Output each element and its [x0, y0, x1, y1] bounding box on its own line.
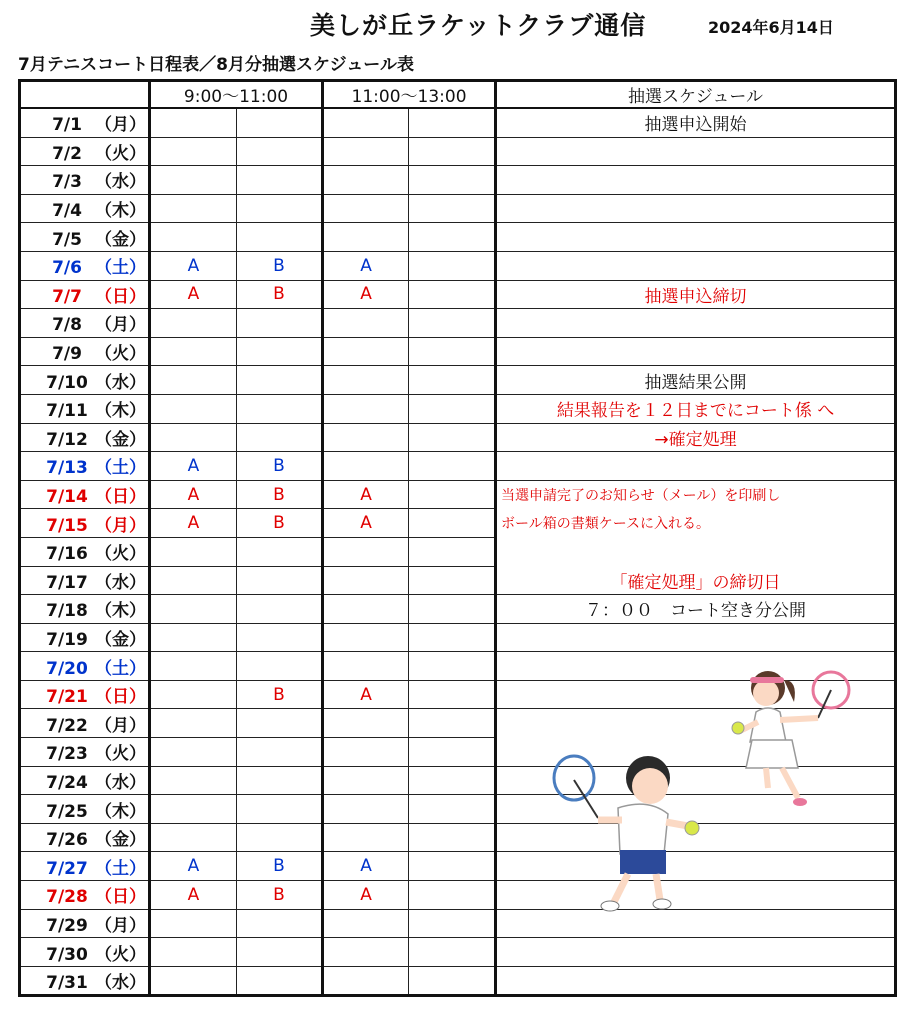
date-cell: [20, 738, 150, 767]
weekday-label: （木）: [95, 601, 146, 622]
court-cell-c2: [237, 537, 323, 566]
date-cell: [20, 394, 150, 423]
court-cell-c3: [323, 795, 409, 824]
court-cell-c3: [323, 823, 409, 852]
weekday-label: （日）: [95, 687, 146, 708]
court-cell-c1: [150, 966, 237, 996]
court-cell-c3: A: [323, 480, 409, 509]
court-cell-c3: [323, 595, 409, 624]
table-row: [20, 280, 896, 309]
date-cell: [20, 452, 150, 481]
date-cell: [20, 966, 150, 996]
table-row: [20, 823, 896, 852]
table-row: [20, 852, 896, 881]
court-cell-c3: [323, 394, 409, 423]
court-cell-c1: [150, 337, 237, 366]
lottery-note-cell: ７：００ コート空き分公開: [496, 595, 896, 624]
court-cell-c2: [237, 309, 323, 338]
weekday-label: （土）: [95, 258, 146, 279]
date-label: 7/3: [52, 172, 82, 193]
date-label: 7/30: [46, 944, 88, 965]
court-cell-c1: [150, 394, 237, 423]
court-cell-c3: [323, 652, 409, 681]
court-cell-c4: [409, 394, 496, 423]
date-label: 7/8: [52, 315, 82, 336]
court-cell-c2: [237, 623, 323, 652]
date-label: 7/10: [46, 372, 88, 393]
table-row: [20, 537, 896, 566]
date-label: 7/28: [46, 887, 88, 908]
court-cell-c2: [237, 566, 323, 595]
court-cell-c2: [237, 795, 323, 824]
date-cell: [20, 766, 150, 795]
weekday-label: （日）: [95, 286, 146, 307]
lottery-note-cell: [496, 623, 896, 652]
lottery-note-cell: 抽選申込締切: [496, 280, 896, 309]
date-label: 7/14: [46, 487, 88, 508]
court-cell-c1: [150, 137, 237, 166]
header-lottery-schedule: 抽選スケジュール: [496, 81, 896, 109]
weekday-label: （水）: [95, 772, 146, 793]
date-cell: [20, 537, 150, 566]
date-cell: [20, 881, 150, 910]
court-cell-c2: [237, 423, 323, 452]
table-row: [20, 194, 896, 223]
table-header-row: [20, 81, 896, 109]
court-cell-c4: [409, 881, 496, 910]
court-cell-c1: [150, 766, 237, 795]
court-cell-c1: A: [150, 480, 237, 509]
date-label: 7/7: [52, 286, 82, 307]
date-cell: [20, 652, 150, 681]
lottery-note-cell: [496, 966, 896, 996]
date-label: 7/19: [46, 629, 88, 650]
court-cell-c1: [150, 909, 237, 938]
date-cell: [20, 938, 150, 967]
date-label: 7/6: [52, 258, 82, 279]
court-cell-c3: [323, 623, 409, 652]
date-cell: [20, 480, 150, 509]
date-label: 7/25: [46, 801, 88, 822]
court-cell-c1: [150, 680, 237, 709]
date-label: 7/16: [46, 544, 88, 565]
date-label: 7/2: [52, 143, 82, 164]
court-cell-c3: [323, 166, 409, 195]
lottery-note-cell: [496, 137, 896, 166]
table-row: [20, 108, 896, 137]
court-cell-c2: B: [237, 881, 323, 910]
weekday-label: （水）: [95, 973, 146, 994]
date-label: 7/9: [52, 344, 82, 365]
court-cell-c3: A: [323, 280, 409, 309]
date-cell: [20, 337, 150, 366]
court-cell-c4: [409, 795, 496, 824]
table-row: [20, 938, 896, 967]
court-cell-c3: [323, 194, 409, 223]
court-cell-c2: [237, 966, 323, 996]
lottery-note-cell: [496, 938, 896, 967]
court-cell-c4: [409, 166, 496, 195]
court-cell-c4: [409, 366, 496, 395]
court-cell-c3: [323, 309, 409, 338]
date-cell: [20, 595, 150, 624]
date-cell: [20, 852, 150, 881]
issue-date: 2024年6月14日: [708, 18, 834, 37]
weekday-label: （木）: [95, 201, 146, 222]
table-row: [20, 966, 896, 996]
court-cell-c1: [150, 623, 237, 652]
court-cell-c2: [237, 194, 323, 223]
court-cell-c1: [150, 823, 237, 852]
date-label: 7/29: [46, 915, 88, 936]
court-cell-c4: [409, 823, 496, 852]
court-cell-c4: [409, 280, 496, 309]
court-cell-c3: [323, 423, 409, 452]
court-cell-c1: [150, 537, 237, 566]
table-row: [20, 366, 896, 395]
court-cell-c1: A: [150, 852, 237, 881]
court-cell-c1: [150, 108, 237, 137]
court-cell-c1: A: [150, 881, 237, 910]
court-cell-c1: [150, 795, 237, 824]
court-cell-c2: [237, 223, 323, 252]
weekday-label: （水）: [95, 572, 146, 593]
lottery-note-cell: [496, 452, 896, 481]
lottery-note-cell: 抽選申込開始: [496, 108, 896, 137]
table-row: [20, 251, 896, 280]
court-cell-c3: [323, 452, 409, 481]
court-cell-c1: [150, 366, 237, 395]
lottery-note-cell: 結果報告を１２日までにコート係 へ: [496, 394, 896, 423]
date-label: 7/1: [52, 115, 82, 136]
lottery-note-cell: ボール箱の書類ケースに入れる。: [496, 509, 896, 538]
header-slot-midday: 11:00〜13:00: [323, 81, 496, 109]
weekday-label: （木）: [95, 401, 146, 422]
lottery-note-cell: 抽選結果公開: [496, 366, 896, 395]
lottery-note-cell: 当選申請完了のお知らせ（メール）を印刷し: [496, 480, 896, 509]
court-cell-c2: [237, 595, 323, 624]
court-cell-c4: [409, 909, 496, 938]
court-cell-c2: B: [237, 480, 323, 509]
court-cell-c4: [409, 738, 496, 767]
page-subtitle: 7月テニスコート日程表／8月分抽選スケジュール表: [18, 55, 414, 75]
table-row: [20, 566, 896, 595]
schedule-table: [18, 79, 897, 997]
header-date-cell: [20, 81, 150, 109]
court-cell-c4: [409, 623, 496, 652]
court-cell-c2: [237, 938, 323, 967]
court-cell-c1: [150, 709, 237, 738]
court-cell-c4: [409, 251, 496, 280]
court-cell-c3: [323, 137, 409, 166]
court-cell-c3: [323, 108, 409, 137]
court-cell-c3: [323, 909, 409, 938]
court-cell-c3: [323, 738, 409, 767]
court-cell-c3: [323, 709, 409, 738]
header-slot-morning: 9:00〜11:00: [150, 81, 323, 109]
court-cell-c3: [323, 566, 409, 595]
date-label: 7/27: [46, 858, 88, 879]
lottery-note-cell: [496, 309, 896, 338]
court-cell-c4: [409, 680, 496, 709]
court-cell-c4: [409, 938, 496, 967]
court-cell-c4: [409, 852, 496, 881]
table-row: [20, 623, 896, 652]
court-cell-c1: [150, 938, 237, 967]
court-cell-c4: [409, 509, 496, 538]
lottery-note-cell: [496, 251, 896, 280]
date-label: 7/12: [46, 429, 88, 450]
male-tennis-player-icon: [548, 750, 718, 920]
weekday-label: （水）: [95, 372, 146, 393]
court-cell-c4: [409, 337, 496, 366]
date-cell: [20, 137, 150, 166]
court-cell-c3: [323, 337, 409, 366]
weekday-label: （土）: [95, 658, 146, 679]
court-cell-c4: [409, 652, 496, 681]
date-cell: [20, 823, 150, 852]
table-row: [20, 223, 896, 252]
court-cell-c4: [409, 480, 496, 509]
court-cell-c1: A: [150, 509, 237, 538]
date-cell: [20, 709, 150, 738]
court-cell-c2: [237, 909, 323, 938]
court-cell-c2: B: [237, 852, 323, 881]
court-cell-c2: B: [237, 251, 323, 280]
date-label: 7/11: [46, 401, 88, 422]
court-cell-c1: [150, 223, 237, 252]
court-cell-c2: [237, 394, 323, 423]
weekday-label: （火）: [95, 143, 146, 164]
court-cell-c1: [150, 309, 237, 338]
table-row: [20, 137, 896, 166]
weekday-label: （金）: [95, 429, 146, 450]
table-row: [20, 337, 896, 366]
weekday-label: （月）: [95, 115, 146, 136]
weekday-label: （月）: [95, 515, 146, 536]
court-cell-c2: B: [237, 452, 323, 481]
court-cell-c1: A: [150, 452, 237, 481]
date-label: 7/17: [46, 572, 88, 593]
date-label: 7/24: [46, 772, 88, 793]
court-cell-c4: [409, 966, 496, 996]
table-row: [20, 166, 896, 195]
table-row: [20, 509, 896, 538]
court-cell-c2: [237, 766, 323, 795]
date-cell: [20, 366, 150, 395]
date-label: 7/13: [46, 458, 88, 479]
court-cell-c3: A: [323, 852, 409, 881]
court-cell-c1: A: [150, 251, 237, 280]
court-cell-c4: [409, 309, 496, 338]
date-cell: [20, 280, 150, 309]
weekday-label: （火）: [95, 744, 146, 765]
court-cell-c1: [150, 566, 237, 595]
weekday-label: （月）: [95, 915, 146, 936]
court-cell-c2: [237, 823, 323, 852]
weekday-label: （火）: [95, 944, 146, 965]
court-cell-c4: [409, 423, 496, 452]
table-row: [20, 309, 896, 338]
court-cell-c4: [409, 709, 496, 738]
weekday-label: （火）: [95, 544, 146, 565]
court-cell-c1: [150, 166, 237, 195]
court-cell-c1: A: [150, 280, 237, 309]
court-cell-c4: [409, 537, 496, 566]
court-cell-c4: [409, 108, 496, 137]
table-row: [20, 595, 896, 624]
court-cell-c3: [323, 766, 409, 795]
date-cell: [20, 251, 150, 280]
court-cell-c2: [237, 709, 323, 738]
page-title: 美しが丘ラケットクラブ通信: [310, 11, 647, 40]
court-cell-c3: [323, 537, 409, 566]
table-row: [20, 909, 896, 938]
court-cell-c1: [150, 194, 237, 223]
lottery-note-cell: [496, 194, 896, 223]
weekday-label: （日）: [95, 887, 146, 908]
court-cell-c2: [237, 366, 323, 395]
court-cell-c2: [237, 738, 323, 767]
court-cell-c3: [323, 366, 409, 395]
table-row: [20, 394, 896, 423]
court-cell-c3: A: [323, 881, 409, 910]
date-cell: [20, 309, 150, 338]
court-cell-c4: [409, 566, 496, 595]
court-cell-c4: [409, 137, 496, 166]
court-cell-c2: B: [237, 509, 323, 538]
weekday-label: （水）: [95, 172, 146, 193]
date-cell: [20, 509, 150, 538]
weekday-label: （木）: [95, 801, 146, 822]
court-cell-c1: [150, 738, 237, 767]
court-cell-c1: [150, 595, 237, 624]
date-label: 7/26: [46, 830, 88, 851]
weekday-label: （金）: [95, 830, 146, 851]
lottery-note-cell: [496, 537, 896, 566]
date-cell: [20, 108, 150, 137]
court-cell-c4: [409, 194, 496, 223]
lottery-note-cell: 「確定処理」の締切日: [496, 566, 896, 595]
court-cell-c2: [237, 108, 323, 137]
date-cell: [20, 680, 150, 709]
date-cell: [20, 194, 150, 223]
court-cell-c3: [323, 223, 409, 252]
court-cell-c2: B: [237, 280, 323, 309]
date-label: 7/20: [46, 658, 88, 679]
lottery-note-cell: [496, 223, 896, 252]
date-cell: [20, 909, 150, 938]
date-cell: [20, 795, 150, 824]
date-label: 7/4: [52, 201, 82, 222]
lottery-note-cell: [496, 166, 896, 195]
weekday-label: （火）: [95, 344, 146, 365]
table-row: [20, 423, 896, 452]
court-cell-c2: [237, 166, 323, 195]
weekday-label: （土）: [95, 458, 146, 479]
date-cell: [20, 423, 150, 452]
female-tennis-player-icon: [726, 660, 866, 810]
weekday-label: （土）: [95, 858, 146, 879]
table-row: [20, 881, 896, 910]
court-cell-c1: [150, 423, 237, 452]
court-cell-c3: A: [323, 251, 409, 280]
weekday-label: （金）: [95, 229, 146, 250]
court-cell-c3: [323, 938, 409, 967]
table-row: [20, 452, 896, 481]
court-cell-c2: [237, 137, 323, 166]
court-cell-c3: [323, 966, 409, 996]
court-cell-c4: [409, 595, 496, 624]
date-label: 7/21: [46, 687, 88, 708]
court-cell-c4: [409, 452, 496, 481]
weekday-label: （日）: [95, 487, 146, 508]
court-cell-c1: [150, 652, 237, 681]
date-label: 7/5: [52, 229, 82, 250]
weekday-label: （月）: [95, 715, 146, 736]
date-label: 7/22: [46, 715, 88, 736]
court-cell-c3: A: [323, 509, 409, 538]
table-row: [20, 480, 896, 509]
court-cell-c2: [237, 652, 323, 681]
court-cell-c2: [237, 337, 323, 366]
date-cell: [20, 566, 150, 595]
lottery-note-cell: [496, 337, 896, 366]
date-label: 7/23: [46, 744, 88, 765]
date-label: 7/15: [46, 515, 88, 536]
court-cell-c2: B: [237, 680, 323, 709]
weekday-label: （月）: [95, 315, 146, 336]
lottery-note-cell: →確定処理: [496, 423, 896, 452]
court-cell-c4: [409, 766, 496, 795]
weekday-label: （金）: [95, 629, 146, 650]
court-cell-c3: A: [323, 680, 409, 709]
date-label: 7/31: [46, 973, 88, 994]
date-cell: [20, 166, 150, 195]
date-cell: [20, 223, 150, 252]
date-cell: [20, 623, 150, 652]
date-label: 7/18: [46, 601, 88, 622]
court-cell-c4: [409, 223, 496, 252]
